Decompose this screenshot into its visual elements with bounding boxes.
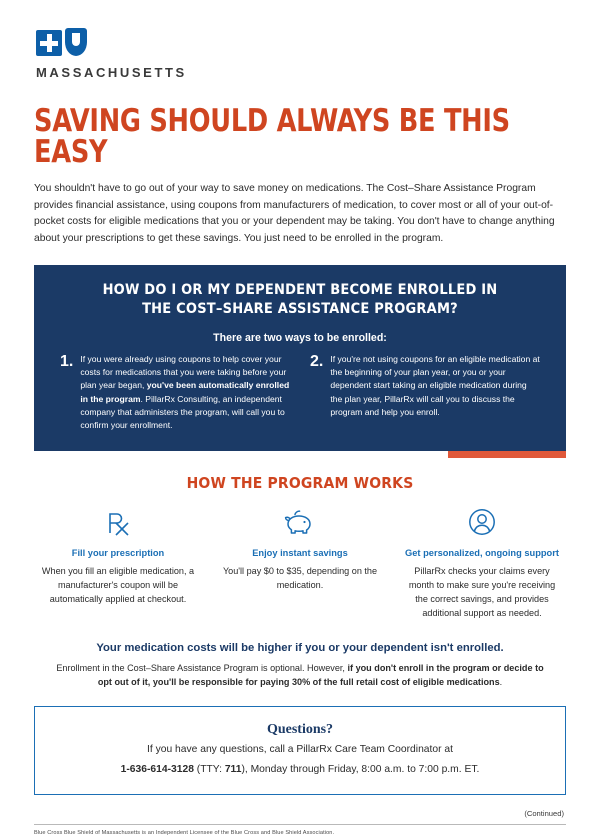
how-it-works-columns [34,505,566,620]
enrollment-ways [60,353,540,433]
page-title: SAVING SHOULD ALWAYS BE THIS EASY [34,103,510,170]
tty-number[interactable]: 711 [224,764,242,776]
way-text-part1: If you're not using coupons for an eligible medication at the beginning of your plan year, or you or your dependent start taking an eligible medication during the plan year, PillarRx will call you to discuss the program and help you enroll. [330,353,540,418]
brand-logo [34,0,566,80]
questions-line-1: If you have any questions, call a PillarRx Care Team Coordinator at [146,743,453,755]
piggy-bank-icon [216,505,384,539]
way-number: 1. [60,352,74,370]
support-person-icon [398,505,566,539]
prescription-rx-icon [34,505,202,539]
way-text-part2: . PillarRx Consulting, an independent company that administers the program, will call you to confirm your enrollment. [80,393,285,431]
footer-divider [34,824,566,825]
intro-paragraph: You shouldn't have to go out of your way to save money on medications. The Cost–Share Assistance Program provides financial assistance, using coupons from manufacturers of medication, to cover most or all of your out-of-pocket costs for eligible medications that you or your dependent may be taking. You don't have to change anything about your prescriptions to get these savings. You just need to be enrolled in the program. [34,183,555,245]
blue-shield-icon [65,28,87,56]
column-title: Fill your prescription [71,547,165,558]
cost-warning-part1: Enrollment in the Cost–Share Assistance Program is optional. However, [56,663,348,674]
cost-warning-bold: if you don't enroll in the program or decide to opt out of it, you'll be responsible for paying 30% of the full retail cost of eligible medications [97,663,544,688]
enrollment-way-1 [60,353,290,433]
panel-subtitle: There are two ways to be enrolled: [213,331,387,344]
phone-number[interactable]: 1-636-614-3128 [120,764,194,776]
brand-name: MASSACHUSETTS [36,65,187,80]
how-it-works-column-3 [398,505,566,620]
cost-warning-heading: Your medication costs will be higher if you or your dependent isn't enrolled. [96,642,504,655]
way-text-part1: If you were already using coupons to help cover your costs for medications that you were taking before your plan year began, [80,353,287,391]
cost-warning-body [34,661,566,690]
cost-warning [34,642,566,690]
enrollment-panel [34,265,566,451]
how-it-works-column-2 [216,505,384,620]
column-body: When you fill an eligible medication, a manufacturer's coupon will be automatically applied at checkout. [41,565,195,604]
questions-box [34,706,566,795]
blue-cross-icon [36,30,62,56]
way-text [330,353,540,433]
how-it-works-column-1 [34,505,202,620]
column-title: Get personalized, ongoing support [405,547,559,558]
how-it-works-title: HOW THE PROGRAM WORKS [186,473,414,492]
column-body: You'll pay $0 to $35, depending on the medication. [222,565,378,590]
enrollment-way-2 [310,353,540,433]
logo-marks [36,26,566,56]
panel-title-line-1: HOW DO I OR MY DEPENDENT BECOME ENROLLED IN [102,281,498,298]
panel-title-line-2: THE COST–SHARE ASSISTANCE PROGRAM? [142,301,458,318]
way-text-bold: you've been automatically enrolled in the program [80,380,290,404]
cost-warning-part2: . [499,677,503,688]
way-number: 2. [310,352,324,370]
questions-line-2 [45,761,555,779]
column-body: PillarRx checks your claims every month to make sure you're receiving the correct savings, and provides additional support as needed. [408,565,556,618]
column-title: Enjoy instant savings [252,547,348,558]
continued-label: (Continued) [524,808,564,818]
way-text [80,353,290,433]
questions-title: Questions? [255,722,345,738]
footer-disclaimer: Blue Cross Blue Shield of Massachusetts is an Independent Licensee of the Blue Cross and Blue Shield Association. [34,829,335,836]
tty-prefix: (TTY: [193,764,225,776]
accent-bar [448,451,566,458]
questions-hours: ), Monday through Friday, 8:00 a.m. to 7:00 p.m. ET. [241,764,480,776]
panel-title [60,281,540,320]
